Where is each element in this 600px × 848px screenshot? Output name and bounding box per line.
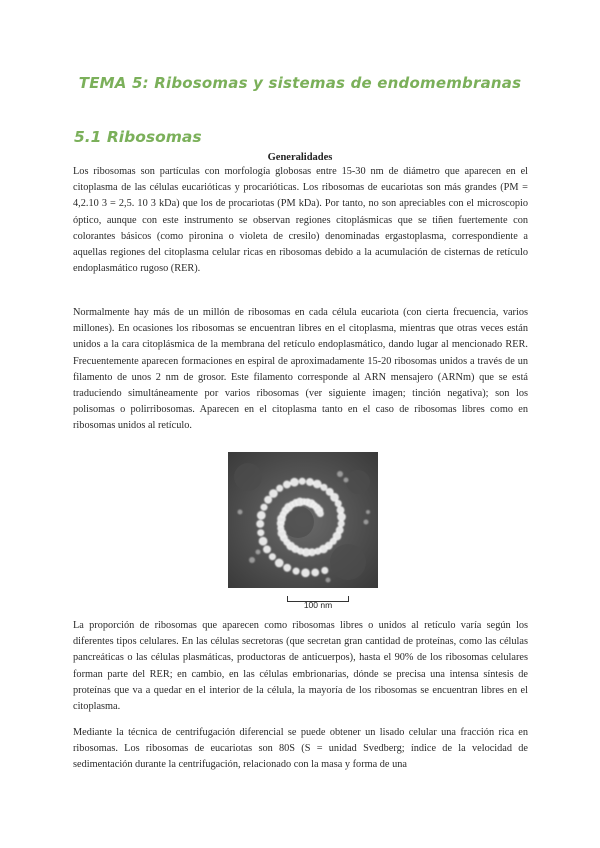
ribosome-granule bbox=[265, 496, 272, 503]
ribosome-granule bbox=[293, 568, 299, 574]
section-heading: 5.1 Ribosomas bbox=[74, 128, 202, 146]
paragraph-polysomes: Normalmente hay más de un millón de ribosomas en cada célula eucariota (con cierta frecuencia, varios millones). En ocasiones los ribosomas se encuentran libres en el citoplasma, mientras que otras veces están unidos a la cara citoplásmica de la membrana del retículo endoplasmático, dando lugar al mencionado RER. Frecuentemente aparecen formaciones en espiral de aproximadamente 15-20 ribosomas unidos a través de un filamento de unos 2 nm de grosor. Este filamento corresponde al ARN mensajero (ARNm) que se está traduciendo simultáneamente por varios ribosomas (ver siguiente imagen; tinción negativa); son los polisomas o polirribosomas. Aparecen en el citoplasma tanto en el caso de ribosomas libres como en ribosomas unidos al retículo. bbox=[73, 307, 528, 432]
ribosome-granule bbox=[338, 521, 344, 527]
ribosome-granule bbox=[317, 510, 323, 516]
polysome-micrograph bbox=[228, 452, 378, 598]
ribosome-granule bbox=[290, 478, 298, 486]
ribosome-granule bbox=[335, 500, 341, 506]
ribosome-granule bbox=[312, 569, 319, 576]
ribosome-granule bbox=[337, 507, 344, 514]
ribosome-granule bbox=[257, 520, 264, 527]
subheading: Generalidades bbox=[267, 152, 333, 163]
ribosome-granule bbox=[299, 478, 305, 484]
ribosome-granule bbox=[331, 493, 339, 501]
micrograph-image bbox=[228, 452, 378, 588]
ribosome-granule bbox=[275, 559, 283, 567]
ribosome-granule bbox=[269, 554, 275, 560]
ribosome-granule bbox=[261, 504, 267, 510]
ribosome-granule bbox=[321, 484, 327, 490]
paragraph-proportion: La proporción de ribosomas que aparecen como ribosomas libres o unidos al retículo varía según los diferentes tipos celulares. En las células secretoras (que secretan gran cantidad de proteínas, como las células pancreáticas o las células plasmáticas, productoras de anticuerpos), hasta el 90% de los ribosomas celulares forman parte del RER; en cambio, en las células embrionarias, dónde se precisa una intensa síntesis de proteínas que va a quedar en el interior de la célula, la mayoría de los ribosomas se encuentran libres en el citoplasma. bbox=[73, 620, 528, 713]
ribosome-granule bbox=[269, 490, 277, 498]
ribosome-granule bbox=[277, 485, 283, 491]
scale-bar-label: 100 nm bbox=[303, 600, 333, 610]
ribosome-granule bbox=[306, 478, 313, 485]
ribosome-granule bbox=[338, 513, 346, 521]
ribosome-granule bbox=[283, 481, 290, 488]
ribosome-granule bbox=[322, 567, 328, 573]
ribosome-granule bbox=[258, 530, 264, 536]
ribosome-granule bbox=[257, 511, 265, 519]
ribosome-granule bbox=[259, 537, 267, 545]
ribosome-granule bbox=[313, 480, 321, 488]
ribosome-granule bbox=[284, 564, 291, 571]
ribosome-granule bbox=[263, 546, 270, 553]
paragraph-intro: Los ribosomas son partículas con morfología globosas entre 15-30 nm de diámetro que aparecen en el citoplasma de las células eucarióticas y procarióticas. Los ribosomas de eucariotas son más grandes (PM = 4,2.10 3 = 2,5. 10 3 kDa) que los de procariotas (PM kDa). Por tanto, no son apreciables con el microscopio óptico, aunque con este instrumento se observan regiones citoplásmicas que se tiñen fuertemente con colorantes básicos (como pironina o violeta de cresilo) denominadas ergastoplasma, correspondiente a aquellas regiones del citoplasma celular ricas en ribosomas debido a la acumulación de cisternas de retículo endoplasmático rugoso (RER). bbox=[73, 166, 528, 275]
paragraph-centrifugation: Mediante la técnica de centrifugación diferencial se puede obtener un lisado celular una fracción rica en ribosomas. Los ribosomas de eucariotas son 80S (S = unidad Svedberg; índice de la velocidad de sedimentación durante la centrifugación, relacionado con la masa y forma de una bbox=[73, 727, 528, 771]
ribosome-granule bbox=[302, 569, 310, 577]
document-title: TEMA 5: Ribosomas y sistemas de endomembranas bbox=[78, 74, 522, 92]
